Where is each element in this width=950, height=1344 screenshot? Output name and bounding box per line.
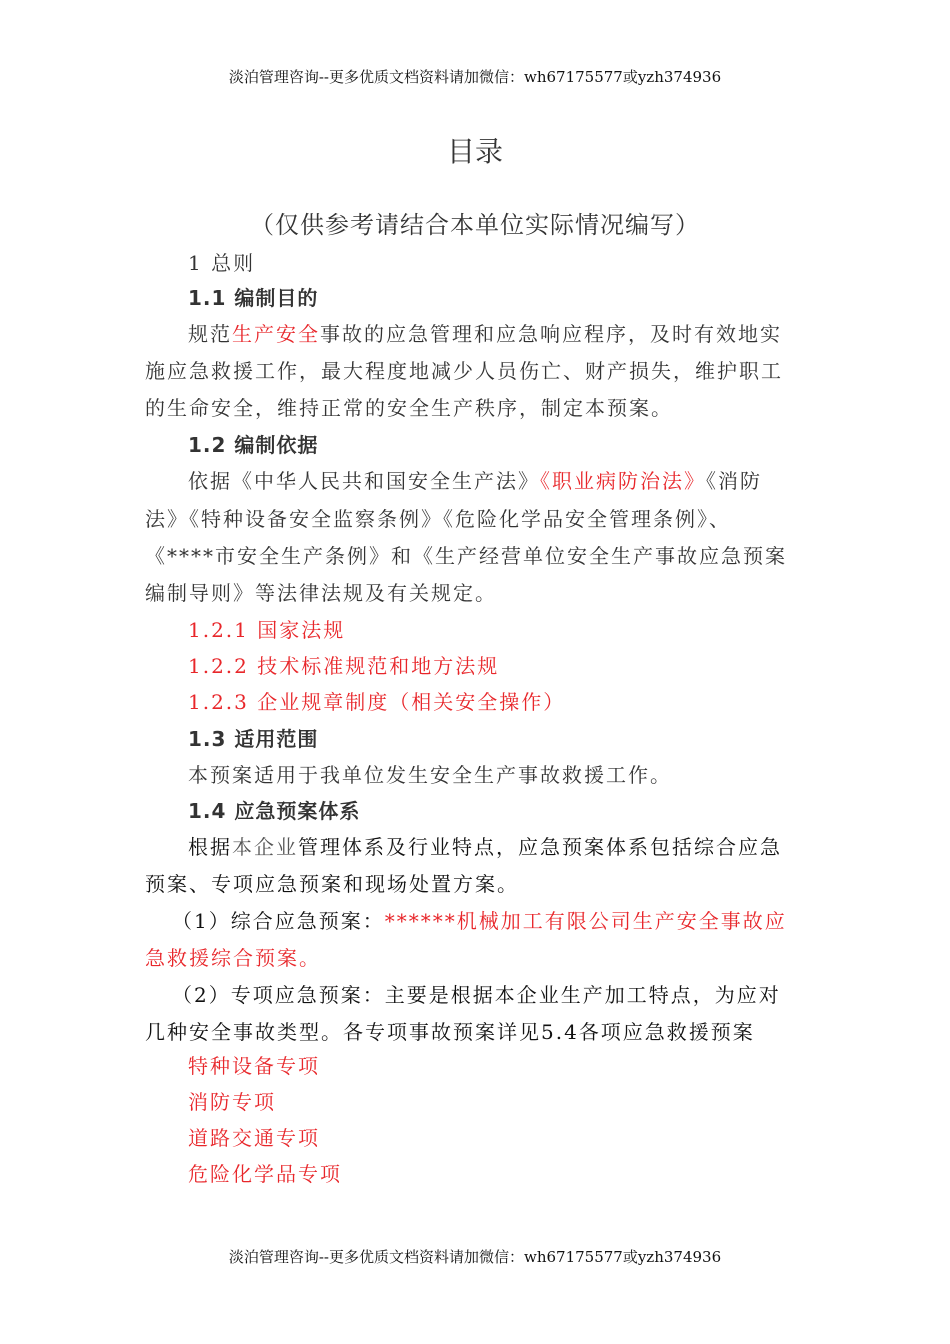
section-1-1-heading: 1.1 编制目的 bbox=[188, 286, 319, 310]
page-title: 目录 bbox=[446, 135, 503, 168]
paragraph-1-1-line-2: 施应急救援工作，最大程度地减少人员伤亡、财产损失，维护职工 bbox=[145, 359, 783, 383]
paragraph-1-1-line-3: 的生命安全，维持正常的安全生产秩序，制定本预案。 bbox=[145, 396, 673, 420]
section-1-2-3-heading: 1.2.3 企业规章制度（相关安全操作） bbox=[188, 690, 566, 714]
item-1-line-1: （1）综合应急预案：******机械加工有限公司生产安全事故应 bbox=[172, 909, 787, 933]
special-plan-item: 特种设备专项 bbox=[188, 1054, 320, 1078]
section-1-2-2-heading: 1.2.2 技术标准规范和地方法规 bbox=[188, 654, 500, 678]
section-1-heading: 1 总则 bbox=[188, 251, 256, 275]
page-footer: 淡泊管理咨询--更多优质文档资料请加微信：wh67175577或yzh374936 bbox=[228, 1248, 722, 1266]
item-1-line-2: 急救援综合预案。 bbox=[145, 946, 321, 970]
paragraph-1-4-line-1: 根据本企业管理体系及行业特点，应急预案体系包括综合应急 bbox=[188, 835, 782, 859]
paragraph-1-2-line-1: 依据《中华人民共和国安全生产法》《职业病防治法》《消防 bbox=[188, 469, 762, 493]
item-2-line-1: （2）专项应急预案：主要是根据本企业生产加工特点，为应对 bbox=[172, 983, 781, 1007]
page-subtitle: （仅供参考请结合本单位实际情况编写） bbox=[250, 211, 700, 239]
paragraph-1-2-line-3: 《****市安全生产条例》和《生产经营单位安全生产事故应急预案 bbox=[145, 544, 787, 568]
section-1-3-heading: 1.3 适用范围 bbox=[188, 727, 319, 751]
page-header: 淡泊管理咨询--更多优质文档资料请加微信：wh67175577或yzh374936 bbox=[228, 68, 722, 86]
special-plan-item: 道路交通专项 bbox=[188, 1126, 320, 1150]
item-2-line-2: 几种安全事故类型。各专项事故预案详见5.4各项应急救援预案 bbox=[145, 1020, 755, 1044]
paragraph-1-4-line-2: 预案、专项应急预案和现场处置方案。 bbox=[145, 872, 519, 896]
paragraph-1-1-line-1: 规范生产安全事故的应急管理和应急响应程序，及时有效地实 bbox=[188, 322, 782, 346]
section-1-4-heading: 1.4 应急预案体系 bbox=[188, 799, 361, 823]
paragraph-1-2-line-2: 法》《特种设备安全监察条例》《危险化学品安全管理条例》、 bbox=[145, 507, 731, 531]
paragraph-1-2-line-4: 编制导则》等法律法规及有关规定。 bbox=[145, 581, 497, 605]
section-1-2-1-heading: 1.2.1 国家法规 bbox=[188, 618, 346, 642]
special-plan-item: 消防专项 bbox=[188, 1090, 276, 1114]
section-1-2-heading: 1.2 编制依据 bbox=[188, 433, 319, 457]
special-plan-item: 危险化学品专项 bbox=[188, 1162, 342, 1186]
paragraph-1-3: 本预案适用于我单位发生安全生产事故救援工作。 bbox=[188, 763, 672, 787]
